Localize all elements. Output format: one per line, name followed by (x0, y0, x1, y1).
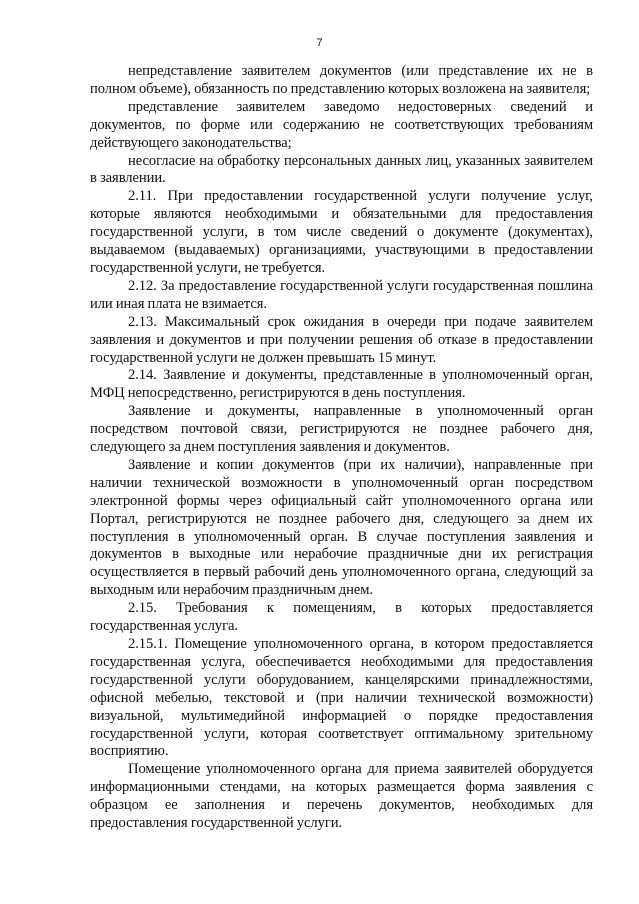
paragraph-2-11: 2.11. При предоставлении государственной услуги получение услуг, которые являются необходимыми и обязательными для предоставления государственной услуги, в том числе сведений о документе (документах), выдаваемом (выдаваемых) организациями, участвующими в предоставлении государственной услуги, не требуется. (90, 188, 593, 276)
paragraph-data-processing-refusal: несогласие на обработку персональных данных лиц, указанных заявителем в заявлении. (90, 152, 593, 187)
paragraph-electronic-registration: Заявление и копии документов (при их наличии), направленные при наличии технической возможности в уполномоченный орган посредством электронной формы через официальный сайт уполномоченного органа или Портал, регистрируются не позднее рабочего дня, следующего за днем их поступления в уполномоченный орган. В случае поступления заявления и документов в выходные или нерабочие праздничные дни их регистрация осуществляется в первый рабочий день уполномоченного органа, следующий за выходным или нерабочим праздничным днем. (90, 456, 593, 599)
paragraph-2-14: 2.14. Заявление и документы, представленные в уполномоченный орган, МФЦ непосредственно, регистрируются в день поступления. (90, 367, 593, 402)
paragraph-false-information: представление заявителем заведомо недостоверных сведений и документов, по форме или содержанию не соответствующих требованиям действующего законодательства; (90, 98, 593, 151)
paragraph-2-15: 2.15. Требования к помещениям, в которых предоставляется государственная услуга. (90, 600, 593, 635)
document-body (90, 63, 593, 833)
paragraph-nonsubmission-documents: непредставление заявителем документов (или представление их не в полном объеме), обязанность по представлению которых возложена на заявителя; (90, 63, 593, 97)
paragraph-2-12: 2.12. За предоставление государственной услуги государственная пошлина или иная плата не взимается. (90, 277, 593, 312)
paragraph-2-13: 2.13. Максимальный срок ожидания в очереди при подаче заявителем заявления и документов и при получении решения об отказе в предоставлении государственной услуги не должен превышать 15 минут. (90, 313, 593, 366)
page-number: 7 (316, 37, 323, 49)
paragraph-2-15-1: 2.15.1. Помещение уполномоченного органа, в котором предоставляется государственная услуга, обеспечивается необходимыми для предоставления государственной услуги оборудованием, канцелярскими принадлежностями, офисной мебелью, текстовой и (при наличии технической возможности) визуальной, мультимедийной информацией о порядке предоставления государственной услуги, которая соответствует оптимальному зрительному восприятию. (90, 636, 593, 760)
paragraph-information-stands: Помещение уполномоченного органа для приема заявителей оборудуется информационными стендами, на которых размещается форма заявления с образцом ее заполнения и перечень документов, необходимых для предоставления государственной услуги. (90, 761, 593, 832)
paragraph-postal-registration: Заявление и документы, направленные в уполномоченный орган посредством почтовой связи, регистрируются не позднее рабочего дня, следующего за днем поступления заявления и документов. (90, 403, 593, 456)
